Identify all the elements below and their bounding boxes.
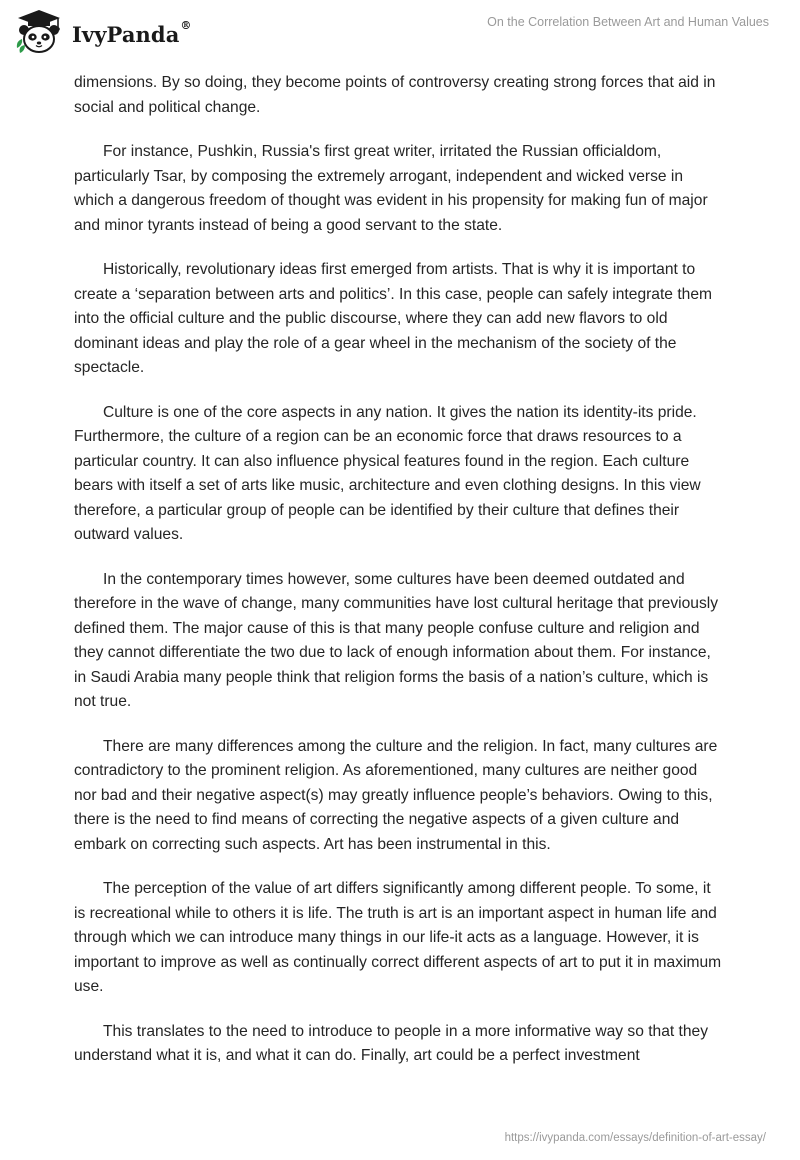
source-url-link[interactable]: https://ivypanda.com/essays/definition-of-art-essay/ — [504, 1132, 766, 1144]
paragraph: This translates to the need to introduce to people in a more informative way so that they understand what it is, and what it can do. Finally, art could be a perfect investment — [74, 1022, 709, 1064]
panda-graduate-icon — [14, 8, 64, 56]
paragraph: Culture is one of the core aspects in any nation. It gives the nation its identity-its pride. Furthermore, the culture of a region can be an economic force that draws resources to a particular country. It can also influence physical features found in the region. Each culture bears with itself a set of arts like music, architecture and even clothing designs. In this view therefore, a particular group of people can be identified by their culture that defines their outward values. — [74, 403, 701, 543]
registered-mark: ® — [180, 18, 192, 32]
paragraph: The perception of the value of art differs significantly among different people. To some, it is recreational while to others it is life. The truth is art is an important aspect in human life and through which we can introduce many things in our life-it acts as a language. However, it is important to improve as well as continually correct different aspects of art to put it in maximum use. — [74, 880, 722, 995]
essay-body — [74, 71, 724, 1089]
document-title: On the Correlation Between Art and Human Values — [487, 15, 769, 29]
paragraph: dimensions. By so doing, they become points of controversy creating strong forces that aid in social and political change. — [74, 74, 716, 116]
page-header — [0, 0, 800, 70]
paragraph: Historically, revolutionary ideas first emerged from artists. That is why it is important to create a ‘separation between arts and politics’. In this case, people can safely integrate them into the official culture and the public discourse, where they can add new flavors to old dominant ideas and play the role of a gear wheel in the mechanism of the society of the spectacle. — [74, 261, 712, 376]
paragraph: There are many differences among the culture and the religion. In fact, many cultures are contradictory to the prominent religion. As aforementioned, many cultures are neither good nor bad and their negative aspect(s) may greatly influence people’s behaviors. Owing to this, there is the need to find means of correcting the negative aspects of a given culture and embark on correcting such aspects. Art has been instrumental in this. — [74, 737, 718, 853]
paragraph: For instance, Pushkin, Russia's first great writer, irritated the Russian officialdom, particularly Tsar, by composing the extremely arrogant, independent and wicked verse in which a dangerous freedom of thought was evident in his propensity for making fun of major and minor tyrants instead of being a good servant to the state. — [74, 143, 708, 234]
paragraph: In the contemporary times however, some cultures have been deemed outdated and therefore in the wave of change, many communities have lost cultural heritage that previously defined them. The major cause of this is that many people confuse culture and religion and they cannot differentiate the two due to lack of enough information about them. For instance, in Saudi Arabia many people think that religion forms the basis of a nation’s culture, which is not true. — [74, 570, 719, 710]
ivypanda-logo[interactable] — [14, 8, 204, 56]
brand-name: IvyPanda® — [72, 18, 192, 47]
